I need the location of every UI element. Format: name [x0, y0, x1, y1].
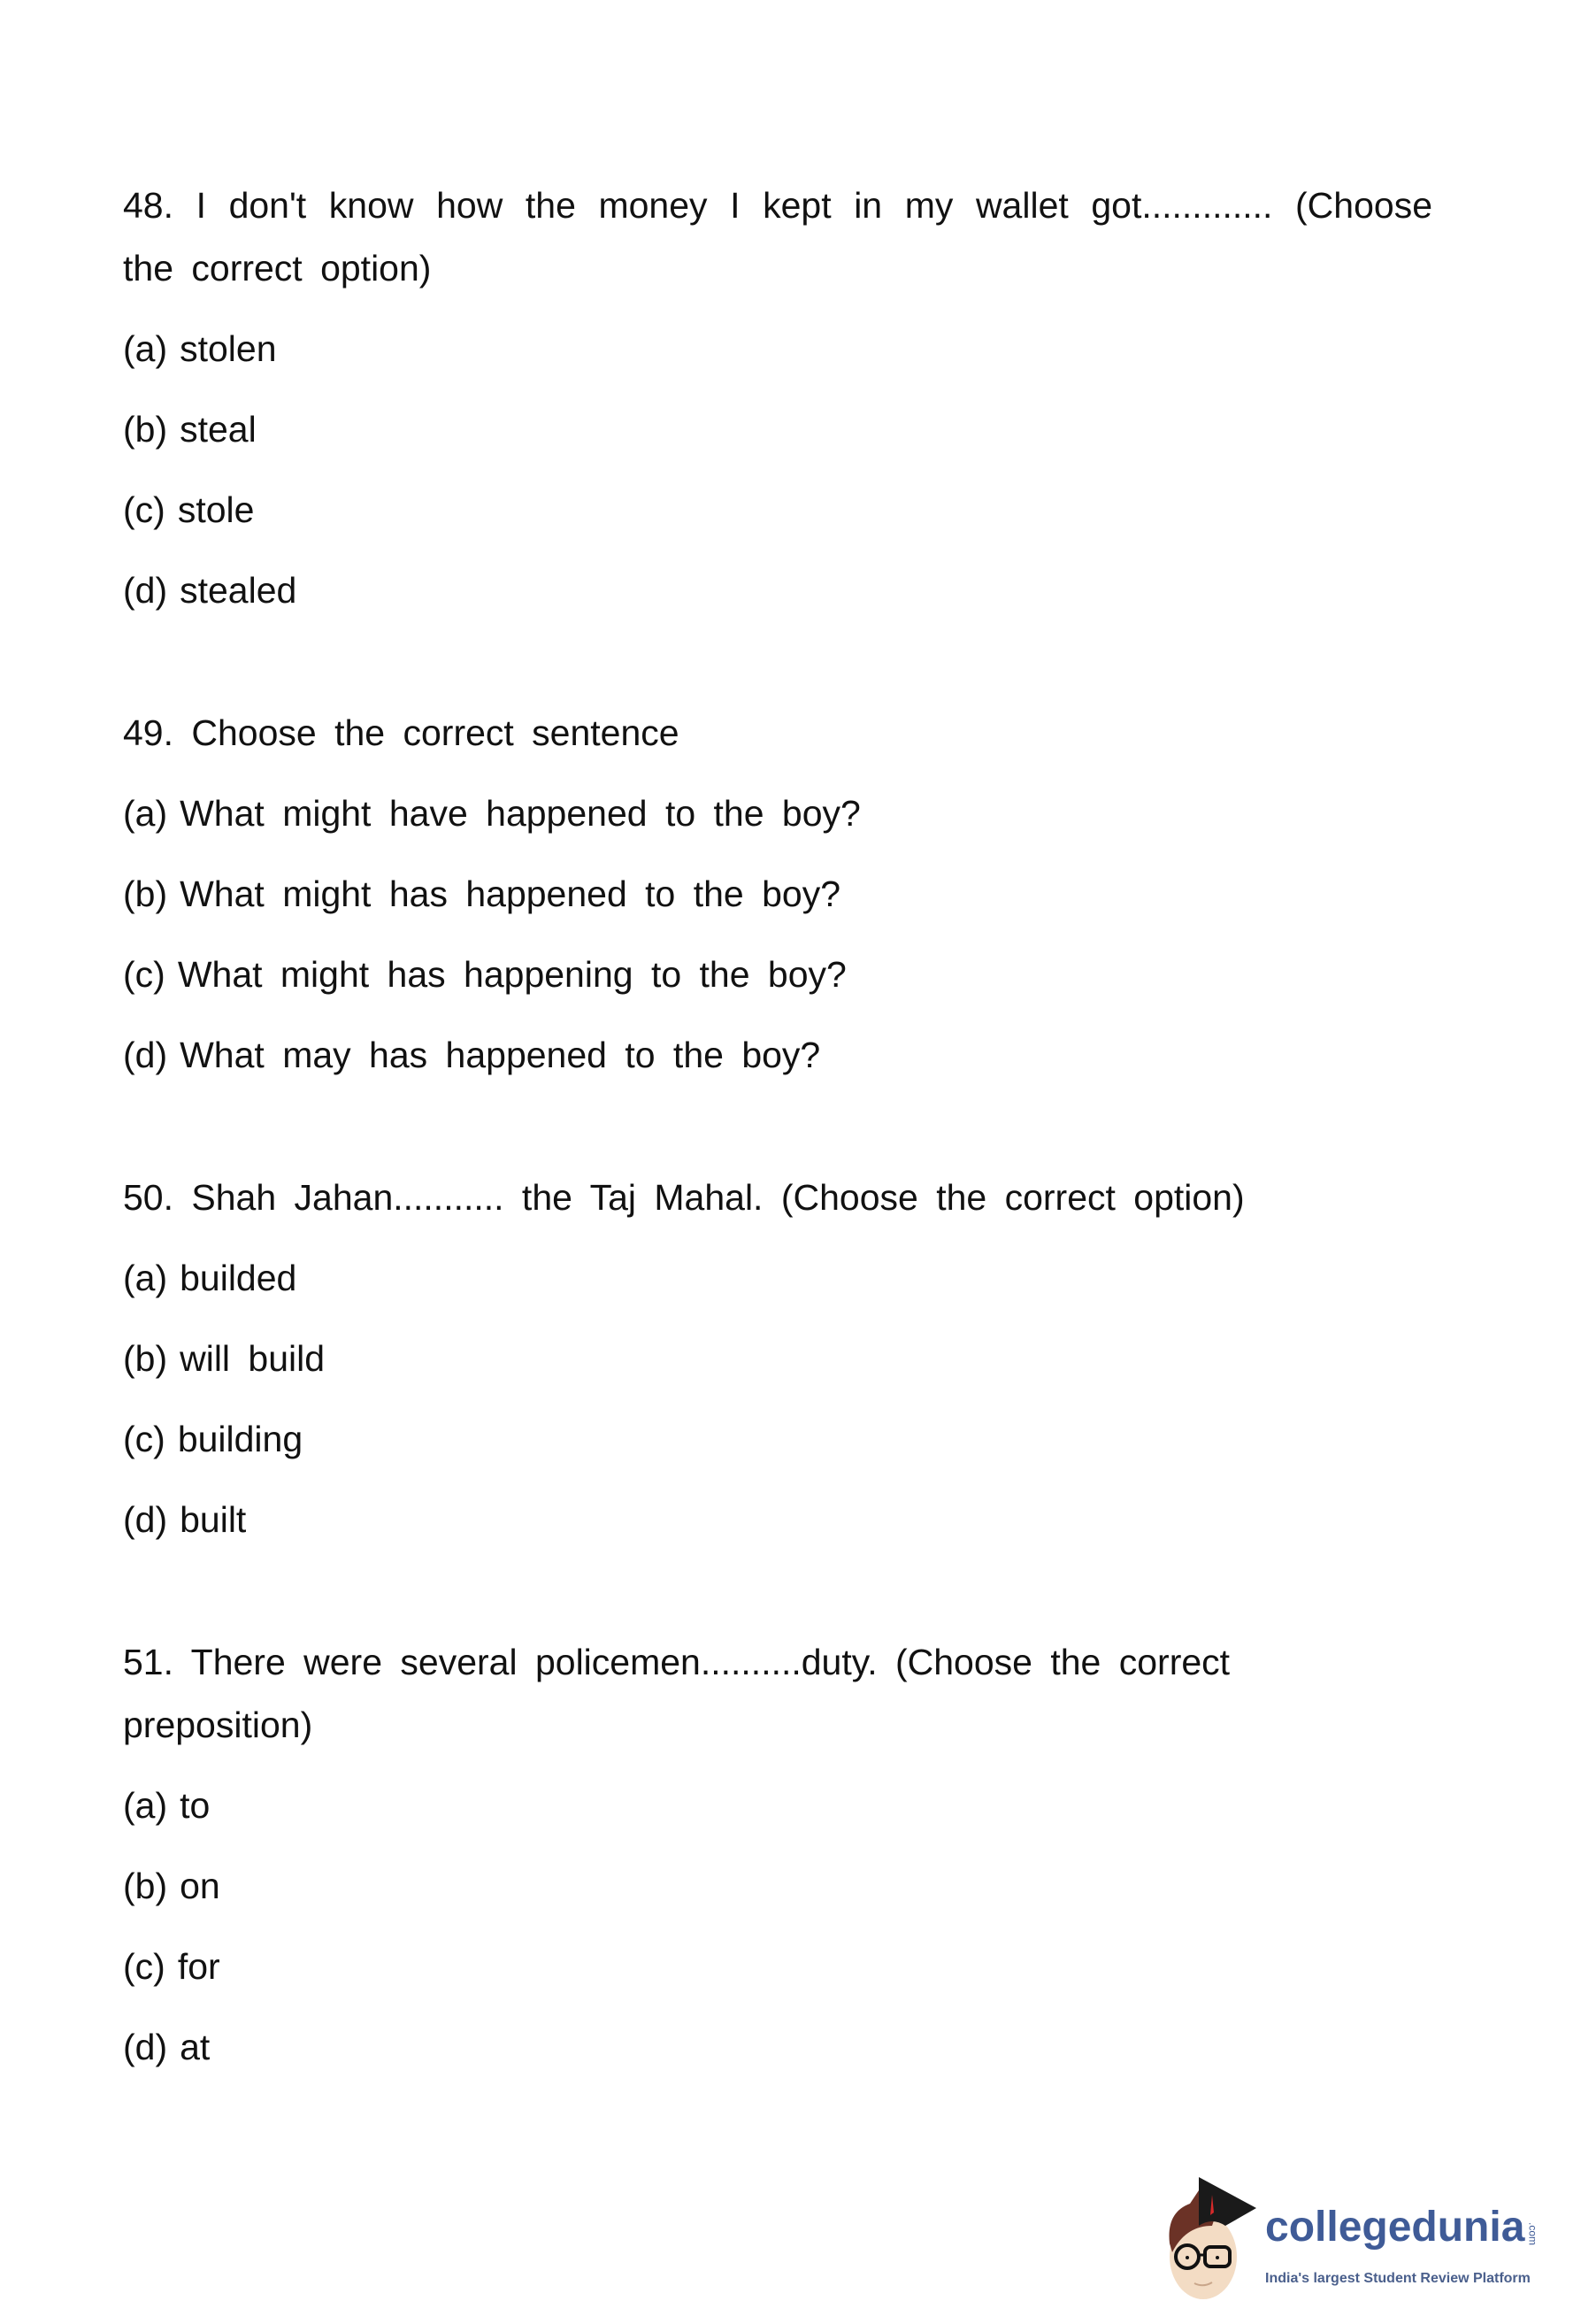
option-text: What might have happened to the boy? [180, 793, 861, 834]
option-label: (d) [123, 1499, 168, 1540]
option-text: at [180, 2027, 211, 2067]
option-d [123, 1480, 1432, 1560]
question-48 [123, 174, 1432, 631]
option-a [123, 1766, 1432, 1846]
question-51 [123, 1631, 1432, 2088]
option-c [123, 1927, 1432, 2007]
option-label: (c) [123, 954, 165, 995]
option-text: stolen [180, 328, 277, 369]
logo-brand: collegedunia [1265, 2204, 1525, 2251]
question-text: 49. Choose the correct sentence [123, 712, 679, 753]
option-label: (a) [123, 1785, 168, 1826]
option-text: steal [180, 409, 257, 450]
option-a [123, 1238, 1432, 1319]
option-label: (c) [123, 1419, 165, 1459]
option-b [123, 1846, 1432, 1927]
option-label: (b) [123, 409, 168, 450]
question-49 [123, 702, 1432, 1096]
option-a [123, 309, 1432, 389]
option-text: on [180, 1866, 220, 1906]
option-text: What might has happening to the boy? [177, 954, 847, 995]
option-d [123, 550, 1432, 631]
option-a [123, 773, 1432, 854]
question-list [123, 174, 1432, 2159]
option-label: (c) [123, 1946, 165, 1987]
option-c [123, 1399, 1432, 1480]
option-text: What may has happened to the boy? [180, 1035, 821, 1075]
option-label: (b) [123, 1866, 168, 1906]
option-text: builded [180, 1258, 297, 1298]
option-c [123, 470, 1432, 550]
option-text: for [177, 1946, 220, 1987]
option-label: (a) [123, 1258, 168, 1298]
option-d [123, 1015, 1432, 1096]
option-label: (b) [123, 1338, 168, 1379]
option-text: building [177, 1419, 303, 1459]
question-text: 48. I don't know how the money I kept in my wallet got............. (Choose the correct option) [123, 185, 1432, 289]
question-text: 50. Shah Jahan........... the Taj Mahal. (Choose the correct option) [123, 1177, 1245, 1218]
logo-wordmark [1265, 2203, 1538, 2252]
option-text: to [180, 1785, 211, 1826]
option-label: (d) [123, 1035, 168, 1075]
logo-tagline: India's largest Student Review Platform [1265, 2271, 1531, 2286]
option-text: stole [177, 489, 255, 530]
option-label: (d) [123, 570, 168, 611]
mascot-icon [1159, 2173, 1265, 2305]
option-label: (b) [123, 873, 168, 914]
option-label: (c) [123, 489, 165, 530]
option-c [123, 935, 1432, 1015]
option-label: (a) [123, 793, 168, 834]
option-text: will build [180, 1338, 326, 1379]
option-b [123, 1319, 1432, 1399]
option-d [123, 2007, 1432, 2088]
option-label: (d) [123, 2027, 168, 2067]
option-text: What might has happened to the boy? [180, 873, 841, 914]
option-text: stealed [180, 570, 297, 611]
option-text: built [180, 1499, 247, 1540]
option-label: (a) [123, 328, 168, 369]
option-b [123, 854, 1432, 935]
collegedunia-logo [1159, 2173, 1575, 2305]
logo-suffix: .com [1526, 2221, 1539, 2245]
question-text: 51. There were several policemen..........duty. (Choose the correct preposition) [123, 1642, 1231, 1745]
question-50 [123, 1166, 1432, 1560]
option-b [123, 389, 1432, 470]
